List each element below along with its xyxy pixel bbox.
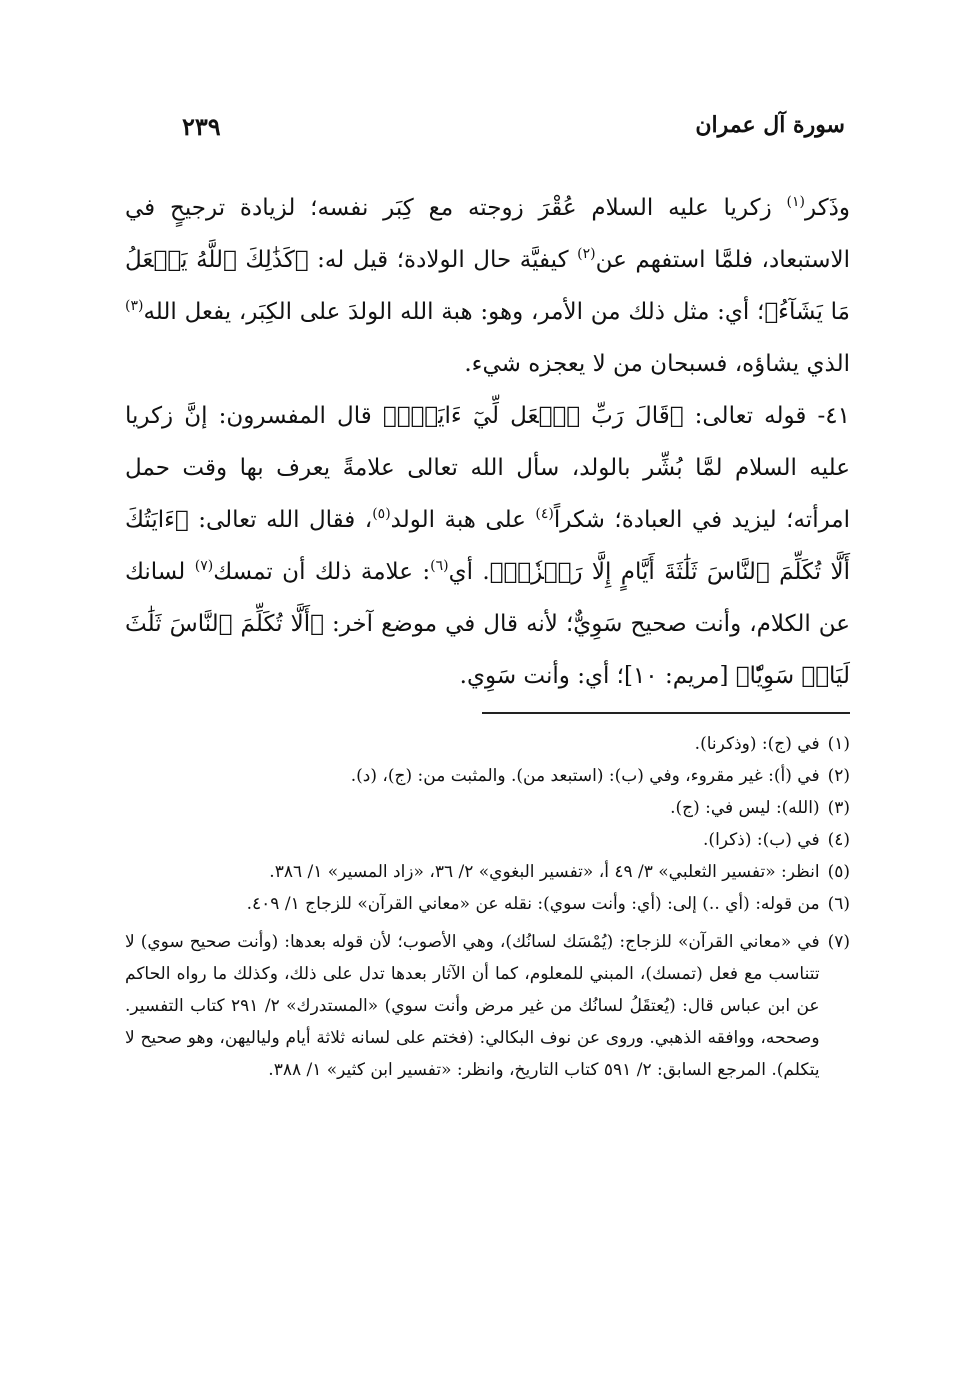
footnote-number: (١) (827, 734, 850, 754)
footnote (125, 926, 850, 1086)
footnote (125, 792, 850, 824)
footnote-text: (الله): ليس في: (ج). (670, 798, 820, 818)
text-segment: [مريم: ١٠]؛ أي: وأنت سَوِي. (459, 663, 736, 689)
text-segment: ٤١- قوله تعالى: (683, 403, 851, 429)
footnotes (125, 728, 850, 1086)
footnote-ref: (٣) (125, 298, 144, 315)
quran-quote: ﴿كَذَٰلِكَ ٱللَّهُ يَفۡعَلُ مَا يَشَآءُ﴾ (125, 247, 851, 325)
main-text (125, 182, 850, 702)
footnote-ref: (٥) (372, 506, 391, 523)
text-segment: . أي (448, 559, 490, 585)
footnote-number: (٢) (827, 766, 850, 786)
text-segment: ، فقال الله تعالى: (188, 507, 373, 533)
chapter-title: سورة آل عمران (695, 112, 845, 138)
footnote-ref: (٤) (535, 506, 554, 523)
footnote-text: في «معاني القرآن» للزجاج: (يُمْسَك لسانُك)، وهي الأصوب؛ لأن قوله بعدها: (وأنت صحيح سوي) لا تتناسب مع فعل (تمسك)، المبني للمعلوم، كما أن الآثار بعدها تدل على ذلك، وكذلك ما رواه الحاكم عن ابن عباس قال: (يُعتقَلُ لسانُك من غير مرض وأنت سوي) «المستدرك» ٢/ ٢٩١ كتاب التفسير. وصححه، ووافقه الذهبي. وروى عن نوف البكالي: (فختم على لسانه ثلاثة أيام ولياليهن، وهو صحيح لا يتكلم). المرجع السابق: ٢/ ٥٩١ كتاب التاريخ، وانظر: «تفسير ابن كثير» ١/ ٣٨٨. (125, 932, 820, 1080)
page-number: ٢٣٩ (182, 112, 221, 141)
quran-quote: ﴿ءَايَتُكَ أَلَّا تُكَلِّمَ ٱلنَّاسَ ثَلَٰثَةَ أَيَّامٍ إِلَّا رَمۡزٗاۗ﴾ (125, 507, 851, 585)
footnote-ref: (٦) (430, 558, 449, 575)
footnote-ref: (٧) (194, 558, 214, 575)
footnote (125, 760, 850, 792)
footnote-number: (٥) (827, 862, 850, 882)
page-header (170, 112, 845, 152)
footnote-text: انظر: «تفسير الثعلبي» ٣/ ٤٩ أ، «تفسير البغوي» ٢/ ٣٦، «زاد المسير» ١/ ٣٨٦. (269, 862, 820, 882)
footnote-text: في (أ): غير مقروء، وفي (ب): (استبعد من). والمثبت من: (ج)، (د). (350, 766, 820, 786)
footnote-number: (٤) (827, 830, 850, 850)
paragraph-2 (125, 390, 850, 702)
footnote-divider (482, 712, 850, 714)
footnote-text: في (ب): (ذكرا). (703, 830, 820, 850)
paragraph-1 (125, 182, 850, 390)
footnote-text: في (ج): (وذكرنا). (694, 734, 820, 754)
footnote (125, 824, 850, 856)
footnote (125, 728, 850, 760)
text-segment: ؛ أي: مثل ذلك من الأمر، وهو: هبة الله الولدَ على الكِبَر، يفعل الله (143, 299, 765, 325)
footnote-number: (٦) (827, 894, 850, 914)
text-segment: الذي يشاؤه، فسبحان من لا يعجزه شيء. (464, 351, 850, 377)
quran-quote: ﴿قَالَ رَبِّ ٱجۡعَل لِّيٓ ءَايَةٗۖ﴾ (382, 403, 684, 429)
footnote-ref: (٢) (577, 246, 596, 263)
footnote (125, 888, 850, 920)
text-segment: كيفيَّة حال الولادة؛ قيل له: (308, 247, 578, 273)
footnote-number: (٧) (827, 932, 850, 952)
text-segment: لسانك عن الكلام، وأنت صحيح سَوِيٌّ؛ لأنه قال في موضع آخر: (125, 559, 850, 637)
text-segment: زكريا عليه السلام عُقْرَ زوجته مع كِبَر نفسه؛ لزيادة ترجيحٍ في الاستبعاد، فلمَّا استفهم عن (125, 195, 850, 273)
footnote-ref: (١) (786, 194, 805, 211)
footnote-number: (٣) (827, 798, 850, 818)
text-segment: وذَكر (805, 195, 850, 221)
text-segment: قال المفسرون: إنَّ زكريا عليه السلام لمَّا بُشِّر بالولد، سأل الله تعالى علامةً يعرف بها وقت حمل امرأته؛ ليزيد في العبادة؛ شكراً (125, 403, 850, 533)
footnote (125, 856, 850, 888)
quran-quote: ﴿أَلَّا تُكَلِّمَ ٱلنَّاسَ ثَلَٰثَ لَيَالٖ سَوِيّٗا﴾ (125, 611, 850, 689)
text-segment: على هبة الولد (390, 507, 536, 533)
footnote-text: من قوله: (أي ..) إلى: (أي: وأنت سوي): نقله عن «معاني القرآن» للزجاج ١/ ٤٠٩. (246, 894, 820, 914)
text-segment: : علامة ذلك أن تمسك (213, 559, 431, 585)
